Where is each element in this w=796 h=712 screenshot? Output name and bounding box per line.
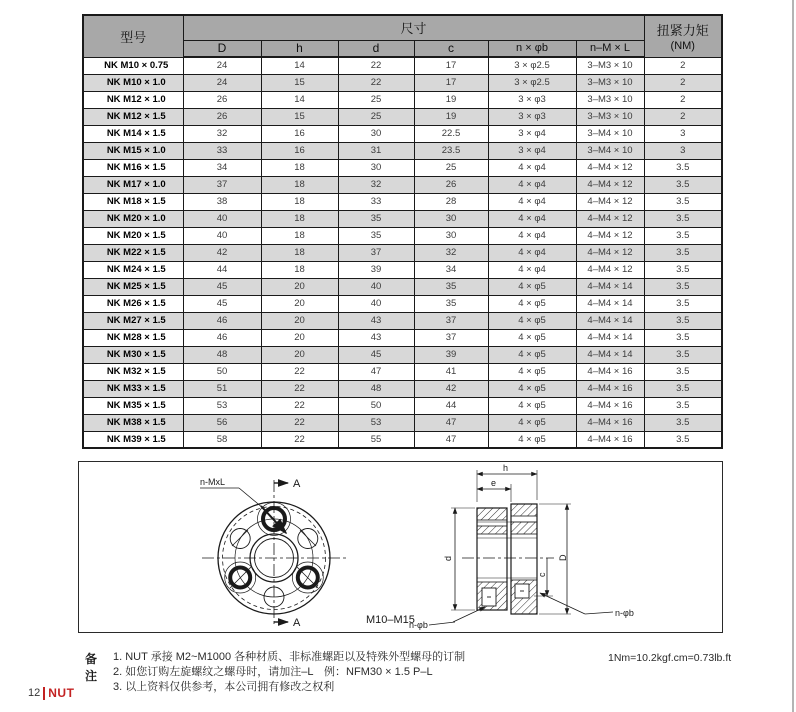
col-header-n-phi-b: n × φb: [488, 40, 576, 57]
spec-table: [82, 14, 723, 449]
table-row: [83, 125, 722, 142]
value-cell: 4–M4 × 14: [576, 329, 644, 346]
page-number: 12: [28, 687, 41, 699]
value-cell: 46: [183, 312, 261, 329]
hole-thread-label: n-MxL: [200, 477, 226, 487]
value-cell: 26: [414, 176, 488, 193]
value-cell: 3 × φ3: [488, 108, 576, 125]
table-row: [83, 295, 722, 312]
value-cell: 20: [261, 329, 338, 346]
technical-drawing-box: [78, 461, 723, 633]
model-cell: NK M27 × 1.5: [83, 312, 183, 329]
value-cell: 4 × φ4: [488, 210, 576, 227]
model-cell: NK M15 × 1.0: [83, 142, 183, 159]
value-cell: 20: [261, 278, 338, 295]
value-cell: 4 × φ5: [488, 329, 576, 346]
value-cell: 33: [338, 193, 414, 210]
value-cell: 31: [338, 142, 414, 159]
value-cell: 47: [414, 414, 488, 431]
value-cell: 4–M4 × 14: [576, 278, 644, 295]
table-row: [83, 91, 722, 108]
value-cell: 48: [183, 346, 261, 363]
value-cell: 18: [261, 261, 338, 278]
value-cell: 3.5: [644, 431, 722, 448]
value-cell: 45: [183, 295, 261, 312]
value-cell: 35: [338, 210, 414, 227]
table-row: [83, 176, 722, 193]
size-range-label: M10–M15: [366, 614, 415, 626]
value-cell: 16: [261, 125, 338, 142]
model-cell: NK M22 × 1.5: [83, 244, 183, 261]
brand-logo: NUT: [48, 686, 75, 700]
model-cell: NK M10 × 1.0: [83, 74, 183, 91]
value-cell: 4 × φ4: [488, 261, 576, 278]
table-row: [83, 363, 722, 380]
value-cell: 4–M4 × 16: [576, 363, 644, 380]
spec-table-wrap: [82, 14, 723, 449]
value-cell: 43: [338, 312, 414, 329]
value-cell: 42: [414, 380, 488, 397]
section-label-bottom: A: [293, 617, 301, 629]
value-cell: 28: [414, 193, 488, 210]
section-label-top: A: [293, 478, 301, 490]
value-cell: 4 × φ5: [488, 363, 576, 380]
dim-d-label: d: [443, 555, 453, 561]
table-row: [83, 193, 722, 210]
value-cell: 51: [183, 380, 261, 397]
section-right-top-hatch1: [511, 504, 537, 516]
model-cell: NK M30 × 1.5: [83, 346, 183, 363]
value-cell: 26: [183, 108, 261, 125]
value-cell: 58: [183, 431, 261, 448]
value-cell: 20: [261, 346, 338, 363]
value-cell: 22: [261, 397, 338, 414]
value-cell: 4 × φ5: [488, 295, 576, 312]
torque-header-line2: (NM): [670, 40, 695, 53]
value-cell: 44: [414, 397, 488, 414]
model-cell: NK M16 × 1.5: [83, 159, 183, 176]
value-cell: 4–M4 × 16: [576, 431, 644, 448]
dim-D-label: D: [558, 554, 568, 561]
value-cell: 3.5: [644, 363, 722, 380]
model-cell: NK M39 × 1.5: [83, 431, 183, 448]
hole-label-leader: [239, 488, 263, 508]
table-row: [83, 346, 722, 363]
remarks-list: [113, 650, 593, 695]
leader-b-left: [453, 607, 485, 622]
value-cell: 3: [644, 125, 722, 142]
value-cell: 33: [183, 142, 261, 159]
front-view: [200, 480, 346, 627]
value-cell: 4–M4 × 12: [576, 159, 644, 176]
value-cell: 4–M4 × 12: [576, 193, 644, 210]
hole-b-right-label: n-φb: [615, 608, 634, 618]
value-cell: 3.5: [644, 346, 722, 363]
value-cell: 4–M4 × 12: [576, 244, 644, 261]
value-cell: 15: [261, 74, 338, 91]
remark-item: 3. 以上资料仅供参考，本公司拥有修改之权利: [113, 681, 335, 693]
value-cell: 4–M4 × 14: [576, 346, 644, 363]
value-cell: 40: [183, 227, 261, 244]
value-cell: 50: [338, 397, 414, 414]
value-cell: 16: [261, 142, 338, 159]
value-cell: 24: [183, 57, 261, 74]
value-cell: 4–M4 × 16: [576, 397, 644, 414]
model-cell: NK M10 × 0.75: [83, 57, 183, 74]
value-cell: 26: [183, 91, 261, 108]
page-number-block: [28, 686, 74, 700]
value-cell: 14: [261, 91, 338, 108]
value-cell: 39: [338, 261, 414, 278]
value-cell: 32: [338, 176, 414, 193]
table-row: [83, 414, 722, 431]
value-cell: 4–M4 × 16: [576, 380, 644, 397]
model-cell: NK M35 × 1.5: [83, 397, 183, 414]
table-row: [83, 142, 722, 159]
dim-c-label: c: [537, 572, 547, 577]
col-header-model: 型号: [83, 15, 183, 57]
value-cell: 3.5: [644, 414, 722, 431]
value-cell: 47: [414, 431, 488, 448]
spec-table-body: [83, 57, 722, 448]
value-cell: 37: [414, 312, 488, 329]
col-header-c: c: [414, 40, 488, 57]
table-row: [83, 210, 722, 227]
value-cell: 3.5: [644, 193, 722, 210]
torque-header-line1: 扭紧力矩: [656, 23, 709, 39]
value-cell: 3.5: [644, 397, 722, 414]
col-header-h: h: [261, 40, 338, 57]
value-cell: 30: [338, 125, 414, 142]
table-row: [83, 74, 722, 91]
hole-b-left-label: n-φb: [409, 620, 428, 630]
table-row: [83, 159, 722, 176]
model-cell: NK M20 × 1.5: [83, 227, 183, 244]
value-cell: 22: [338, 57, 414, 74]
value-cell: 55: [338, 431, 414, 448]
remarks-label: 备注: [85, 652, 98, 683]
value-cell: 47: [338, 363, 414, 380]
value-cell: 40: [338, 278, 414, 295]
model-cell: NK M26 × 1.5: [83, 295, 183, 312]
value-cell: 3–M3 × 10: [576, 74, 644, 91]
value-cell: 37: [183, 176, 261, 193]
value-cell: 4 × φ5: [488, 312, 576, 329]
value-cell: 3.5: [644, 159, 722, 176]
value-cell: 34: [183, 159, 261, 176]
value-cell: 4 × φ5: [488, 397, 576, 414]
value-cell: 30: [414, 210, 488, 227]
value-cell: 3.5: [644, 227, 722, 244]
value-cell: 4–M4 × 12: [576, 261, 644, 278]
value-cell: 35: [414, 278, 488, 295]
table-row: [83, 397, 722, 414]
value-cell: 22: [261, 380, 338, 397]
dim-e-label: e: [491, 478, 497, 488]
model-cell: NK M20 × 1.0: [83, 210, 183, 227]
value-cell: 3.5: [644, 210, 722, 227]
value-cell: 44: [183, 261, 261, 278]
col-header-d: d: [338, 40, 414, 57]
value-cell: 3 × φ2.5: [488, 74, 576, 91]
value-cell: 30: [338, 159, 414, 176]
value-cell: 3.5: [644, 380, 722, 397]
value-cell: 15: [261, 108, 338, 125]
value-cell: 22: [261, 431, 338, 448]
model-cell: NK M12 × 1.0: [83, 91, 183, 108]
value-cell: 4 × φ5: [488, 431, 576, 448]
remark-item: 1. NUT 承接 M2~M1000 各种材质、非标准螺距以及特殊外型螺母的订制: [113, 651, 466, 663]
value-cell: 20: [261, 295, 338, 312]
value-cell: 3 × φ4: [488, 125, 576, 142]
value-cell: 18: [261, 159, 338, 176]
value-cell: 18: [261, 210, 338, 227]
value-cell: 3.5: [644, 329, 722, 346]
value-cell: 37: [338, 244, 414, 261]
value-cell: 39: [414, 346, 488, 363]
model-cell: NK M32 × 1.5: [83, 363, 183, 380]
value-cell: 17: [414, 74, 488, 91]
leader-b-right-tail: [585, 612, 613, 614]
value-cell: 3.5: [644, 278, 722, 295]
value-cell: 20: [261, 312, 338, 329]
value-cell: 3–M3 × 10: [576, 91, 644, 108]
value-cell: 4 × φ5: [488, 346, 576, 363]
value-cell: 22: [261, 363, 338, 380]
model-cell: NK M14 × 1.5: [83, 125, 183, 142]
table-row: [83, 227, 722, 244]
model-cell: NK M33 × 1.5: [83, 380, 183, 397]
value-cell: 2: [644, 91, 722, 108]
value-cell: 4–M4 × 16: [576, 414, 644, 431]
value-cell: 4 × φ5: [488, 278, 576, 295]
value-cell: 22: [338, 74, 414, 91]
model-cell: NK M18 × 1.5: [83, 193, 183, 210]
value-cell: 34: [414, 261, 488, 278]
value-cell: 46: [183, 329, 261, 346]
col-header-dimensions: 尺寸: [183, 15, 644, 40]
value-cell: 53: [338, 414, 414, 431]
table-row: [83, 244, 722, 261]
value-cell: 4 × φ4: [488, 244, 576, 261]
model-cell: NK M17 × 1.0: [83, 176, 183, 193]
value-cell: 35: [338, 227, 414, 244]
value-cell: 43: [338, 329, 414, 346]
leader-b-left-tail: [429, 622, 455, 625]
value-cell: 4 × φ4: [488, 176, 576, 193]
model-cell: NK M28 × 1.5: [83, 329, 183, 346]
section-right-top-hatch2: [511, 522, 537, 534]
value-cell: 4–M4 × 12: [576, 227, 644, 244]
value-cell: 4–M4 × 14: [576, 312, 644, 329]
value-cell: 19: [414, 91, 488, 108]
remark-item: 2. 如您订购左旋螺纹之螺母时，请加注–L 例：NFM30 × 1.5 P–L: [113, 666, 433, 678]
value-cell: 17: [414, 57, 488, 74]
value-cell: 45: [183, 278, 261, 295]
value-cell: 18: [261, 193, 338, 210]
model-cell: NK M12 × 1.5: [83, 108, 183, 125]
value-cell: 41: [414, 363, 488, 380]
value-cell: 3 × φ4: [488, 142, 576, 159]
value-cell: 24: [183, 74, 261, 91]
model-cell: NK M25 × 1.5: [83, 278, 183, 295]
value-cell: 32: [183, 125, 261, 142]
dim-h-label: h: [503, 463, 509, 473]
value-cell: 4–M4 × 12: [576, 210, 644, 227]
value-cell: 19: [414, 108, 488, 125]
value-cell: 4–M4 × 14: [576, 295, 644, 312]
section-view: [429, 470, 613, 625]
value-cell: 22: [261, 414, 338, 431]
value-cell: 37: [414, 329, 488, 346]
value-cell: 4 × φ4: [488, 227, 576, 244]
section-left-top-hatch1: [477, 508, 507, 520]
value-cell: 2: [644, 108, 722, 125]
technical-drawing: [79, 462, 722, 632]
value-cell: 38: [183, 193, 261, 210]
value-cell: 18: [261, 244, 338, 261]
value-cell: 48: [338, 380, 414, 397]
value-cell: 3: [644, 142, 722, 159]
value-cell: 14: [261, 57, 338, 74]
value-cell: 40: [338, 295, 414, 312]
value-cell: 56: [183, 414, 261, 431]
value-cell: 32: [414, 244, 488, 261]
value-cell: 3.5: [644, 295, 722, 312]
value-cell: 18: [261, 176, 338, 193]
table-row: [83, 57, 722, 74]
value-cell: 25: [338, 108, 414, 125]
table-row: [83, 278, 722, 295]
brand-divider: [43, 687, 45, 700]
value-cell: 42: [183, 244, 261, 261]
value-cell: 25: [338, 91, 414, 108]
table-row: [83, 380, 722, 397]
section-left-top-hatch2: [477, 526, 507, 534]
value-cell: 3.5: [644, 244, 722, 261]
value-cell: 4 × φ5: [488, 380, 576, 397]
table-row: [83, 108, 722, 125]
value-cell: 4–M4 × 12: [576, 176, 644, 193]
col-header-D: D: [183, 40, 261, 57]
value-cell: 50: [183, 363, 261, 380]
value-cell: 3–M4 × 10: [576, 125, 644, 142]
value-cell: 4 × φ4: [488, 193, 576, 210]
table-row: [83, 261, 722, 278]
value-cell: 3–M4 × 10: [576, 142, 644, 159]
value-cell: 3–M3 × 10: [576, 108, 644, 125]
value-cell: 18: [261, 227, 338, 244]
table-row: [83, 431, 722, 448]
value-cell: 25: [414, 159, 488, 176]
value-cell: 3.5: [644, 261, 722, 278]
value-cell: 3–M3 × 10: [576, 57, 644, 74]
page-edge-line: [792, 0, 794, 712]
hole-upper-right-slash: [300, 530, 316, 546]
value-cell: 2: [644, 74, 722, 91]
unit-conversion-note: 1Nm=10.2kgf.cm=0.73lb.ft: [608, 652, 732, 664]
value-cell: 45: [338, 346, 414, 363]
value-cell: 2: [644, 57, 722, 74]
model-cell: NK M38 × 1.5: [83, 414, 183, 431]
value-cell: 35: [414, 295, 488, 312]
table-row: [83, 312, 722, 329]
hole-upper-left-slash: [232, 530, 248, 546]
table-row: [83, 329, 722, 346]
value-cell: 3 × φ2.5: [488, 57, 576, 74]
value-cell: 23.5: [414, 142, 488, 159]
value-cell: 22.5: [414, 125, 488, 142]
value-cell: 3.5: [644, 312, 722, 329]
value-cell: 3.5: [644, 176, 722, 193]
value-cell: 53: [183, 397, 261, 414]
col-header-torque: [644, 15, 722, 57]
value-cell: 4 × φ4: [488, 159, 576, 176]
value-cell: 30: [414, 227, 488, 244]
model-cell: NK M24 × 1.5: [83, 261, 183, 278]
value-cell: 40: [183, 210, 261, 227]
col-header-n-M-L: n–M × L: [576, 40, 644, 57]
value-cell: 4 × φ5: [488, 414, 576, 431]
value-cell: 3 × φ3: [488, 91, 576, 108]
leader-b-right: [540, 593, 585, 614]
